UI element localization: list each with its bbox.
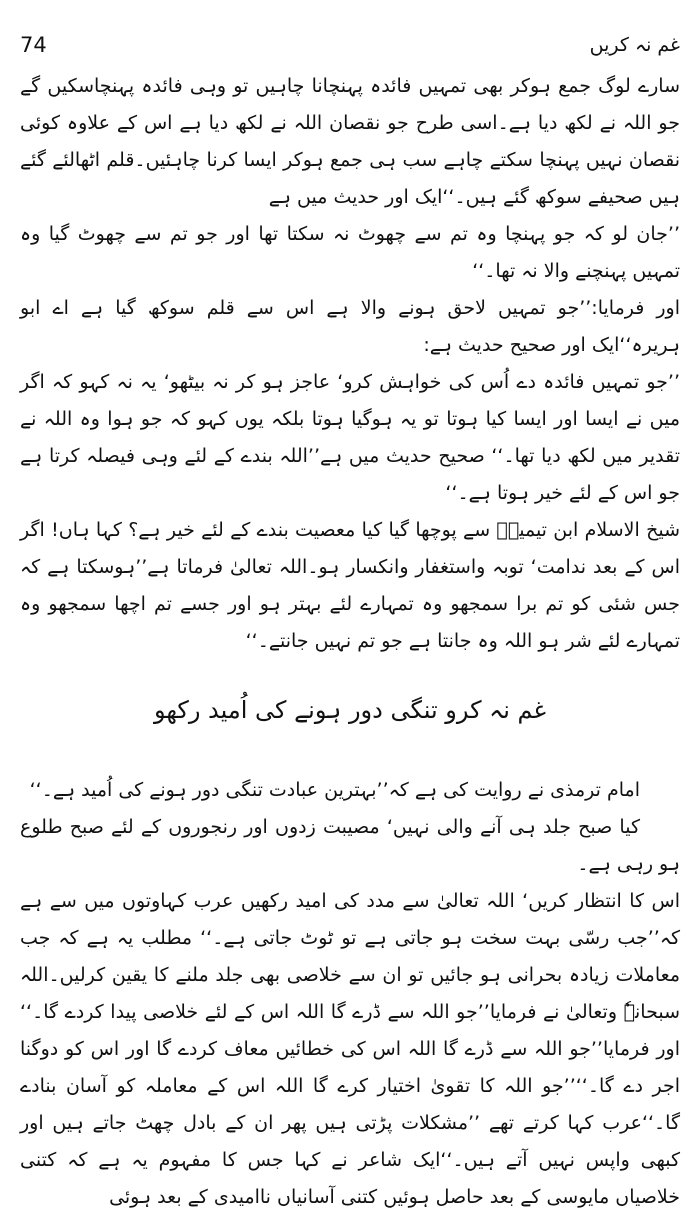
page-number: 74: [20, 33, 47, 57]
paragraph: سارے لوگ جمع ہوکر بھی تمہیں فائدہ پہنچانا چاہیں تو وہی فائدہ پہنچاسکیں گے جو اللہ نے لکھ دیا ہے۔اسی طرح جو نقصان اللہ نے لکھ دیا ہے اس کے علاوہ کوئی نقصان نہیں پہنچا سکتے چاہے سب ہی جمع ہوکر ایسا کرنا چاہئیں۔قلم اٹھالئے گئے ہیں صحیفے سوکھ گئے ہیں۔‘‘ایک اور حدیث میں ہے: [20, 75, 680, 208]
paragraph: ’’جو تمہیں فائدہ دے اُس کی خواہش کرو‘ عاجز ہو کر نہ بیٹھو‘ یہ نہ کہو کہ اگر میں نے ایسا اور ایسا کیا ہوتا تو یہ ہوگیا ہوتا بلکہ یوں کہو کہ جو ہوا وہ اللہ نے تقدیر میں لکھ دیا تھا۔‘‘ صحیح حدیث میں ہے’’اللہ بندے کے لئے وہی فیصلہ کرتا ہے جو اس کے لئے خیر ہوتا ہے۔‘‘: [20, 371, 680, 504]
section-heading: غم نہ کرو تنگی دور ہونے کی اُمید رکھو: [153, 696, 547, 724]
paragraph: کیا صبح جلد ہی آنے والی نہیں‘ مصیبت زدوں اور رنجوروں کے لئے صبح طلوع ہو رہی ہے۔: [20, 816, 680, 875]
page-body: [20, 68, 680, 1216]
chapter-title: غم نہ کریں: [589, 34, 680, 56]
paragraph: ’’جان لو کہ جو پہنچا وہ تم سے چھوٹ نہ سکتا تھا اور جو تم سے چھوٹ گیا وہ تمہیں پہنچنے والا نہ تھا۔‘‘: [20, 223, 680, 282]
section-2: [20, 772, 680, 1216]
paragraph: اس کا انتظار کریں‘ اللہ تعالیٰ سے مدد کی امید رکھیں عرب کہاوتوں میں سے ہے کہ’’جب رسّی بہت سخت ہو جاتی ہے تو ٹوٹ جاتی ہے۔‘‘ مطلب یہ ہے کہ جب معاملات زیادہ بحرانی ہو جائیں تو ان سے خلاصی بھی جلد ملنے کا یقین کرلیں۔اللہ سبحانہٗ وتعالیٰ نے فرمایا’’جو اللہ سے ڈرے گا اللہ اس کے لئے خلاصی پیدا کردے گا۔‘‘ اور فرمایا’’جو اللہ سے ڈرے گا اللہ اس کی خطائیں معاف کردے گا اور اس کو دوگنا اجر دے گا۔‘‘’’جو اللہ کا تقویٰ اختیار کرے گا اللہ اس کے معاملہ کو آسان بنادے گا۔‘‘عرب کہا کرتے تھے ’’مشکلات پڑتی ہیں پھر ان کے بادل چھٹ جاتے ہیں اور کبھی واپس نہیں آتے ہیں۔‘‘ایک شاعر نے کہا جس کا مفہوم یہ ہے کہ کتنی خلاصیاں مایوسی کے بعد حاصل ہوئیں کتنی آسانیاں ناامیدی کے بعد ہوئی: [20, 890, 680, 1208]
section-1: [20, 68, 680, 660]
running-header: [20, 30, 680, 60]
paragraph: شیخ الاسلام ابن تیمیہؒ سے پوچھا گیا کیا معصیت بندے کے لئے خیر ہے؟ کہا ہاں! اگر اس کے بعد ندامت‘ توبہ واستغفار وانکسار ہو۔اللہ تعالیٰ فرماتا ہے’’ہوسکتا ہے کہ جس شئی کو تم برا سمجھو وہ تمہارے لئے بہتر ہو اور جسے تم اچھا سمجھو وہ تمہارے لئے شر ہو اللہ وہ جانتا ہے جو تم نہیں جانتے۔‘‘: [20, 519, 680, 652]
paragraph: اور فرمایا:’’جو تمہیں لاحق ہونے والا ہے اس سے قلم سوکھ گیا ہے اے ابو ہریرہ‘‘ایک اور صحیح حدیث ہے:: [20, 297, 680, 356]
paragraph: امام ترمذی نے روایت کی ہے کہ’’بہترین عبادت تنگی دور ہونے کی اُمید ہے۔‘‘: [29, 779, 640, 801]
